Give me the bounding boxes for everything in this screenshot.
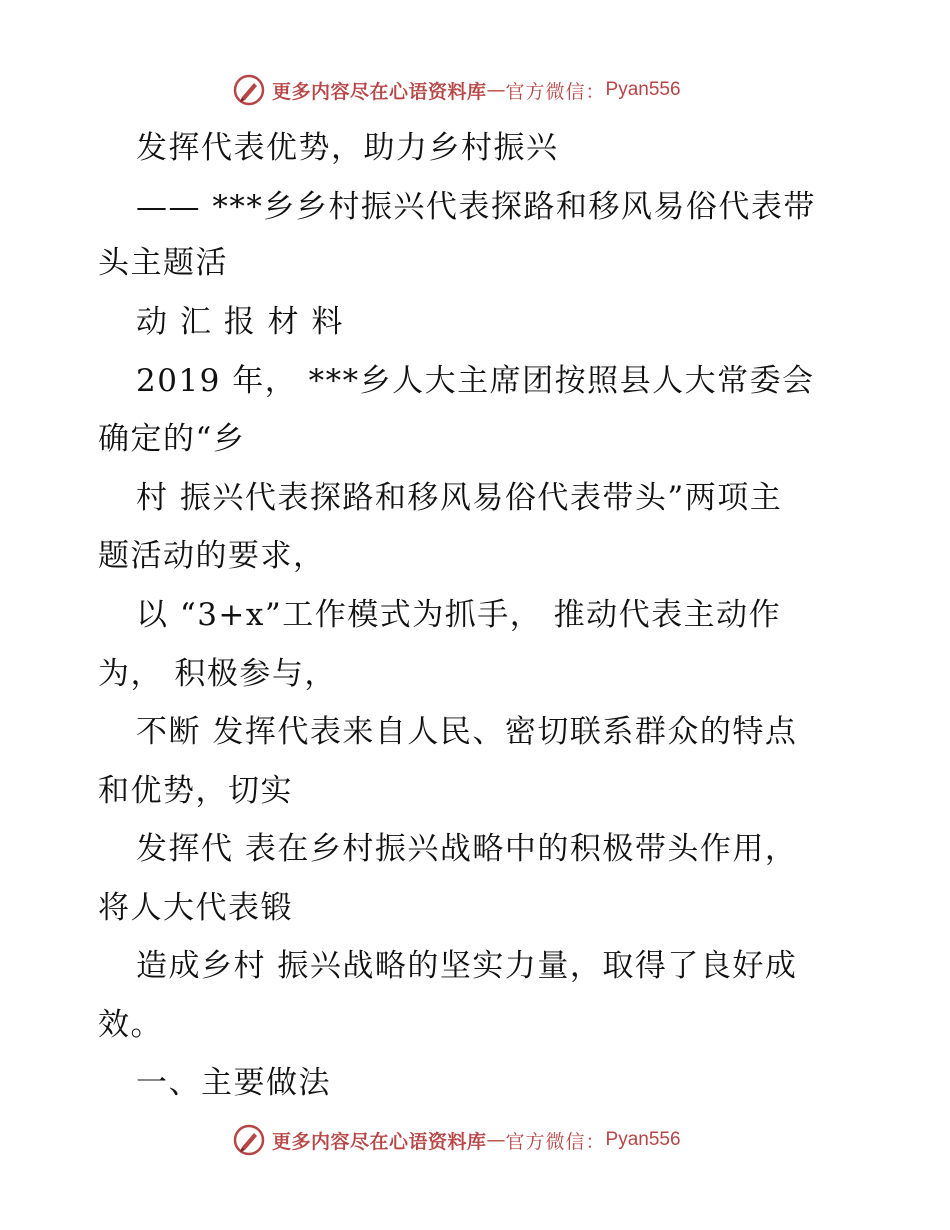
watermark-site-text: 更多内容尽在心语资料库 <box>272 80 487 103</box>
paragraph-line: 发挥代 表在乡村振兴战略中的积极带头作用， <box>136 831 798 867</box>
section-heading: 一、主要做法 <box>136 1065 331 1101</box>
document-subtitle-line-3: 动 汇 报 材 料 <box>136 304 344 340</box>
paragraph-line: 为， 积极参与， <box>98 656 337 692</box>
watermark-wechat-id: Pyan556 <box>605 1129 681 1150</box>
footer-watermark <box>232 1122 681 1158</box>
pen-logo-icon <box>232 1123 266 1157</box>
paragraph-line: 造成乡村 振兴战略的坚实力量，取得了良好成 <box>136 948 798 984</box>
document-subtitle-line-2: 头主题活 <box>98 245 228 281</box>
pen-logo-icon <box>232 73 266 107</box>
paragraph-line: 将人大代表锻 <box>98 890 293 926</box>
paragraph-line: 效。 <box>98 1007 163 1043</box>
paragraph-line: 2019 年， ***乡人大主席团按照县人大常委会 <box>136 363 815 399</box>
watermark-wechat-label: 官方微信： <box>505 1130 606 1153</box>
paragraph-line: 村 振兴代表探路和移风易俗代表带头”两项主 <box>136 480 783 516</box>
paragraph-line: 和优势，切实 <box>98 773 293 809</box>
document-subtitle-line-1: —— ***乡乡村振兴代表探路和移风易俗代表带 <box>136 189 816 225</box>
header-watermark <box>232 72 681 108</box>
watermark-site-text: 更多内容尽在心语资料库 <box>272 1130 487 1153</box>
paragraph-line: 以 “3+x”工作模式为抓手， 推动代表主动作 <box>136 597 782 633</box>
watermark-wechat-id: Pyan556 <box>605 79 681 100</box>
watermark-dash: — <box>486 1129 506 1151</box>
watermark-wechat-label: 官方微信： <box>505 80 606 103</box>
paragraph-line: 不断 发挥代表来自人民、密切联系群众的特点 <box>136 714 798 750</box>
watermark-dash: — <box>486 79 506 101</box>
paragraph-line: 题活动的要求， <box>98 538 326 574</box>
document-title: 发挥代表优势，助力乡村振兴 <box>136 130 559 166</box>
paragraph-line: 确定的“乡 <box>98 421 246 457</box>
